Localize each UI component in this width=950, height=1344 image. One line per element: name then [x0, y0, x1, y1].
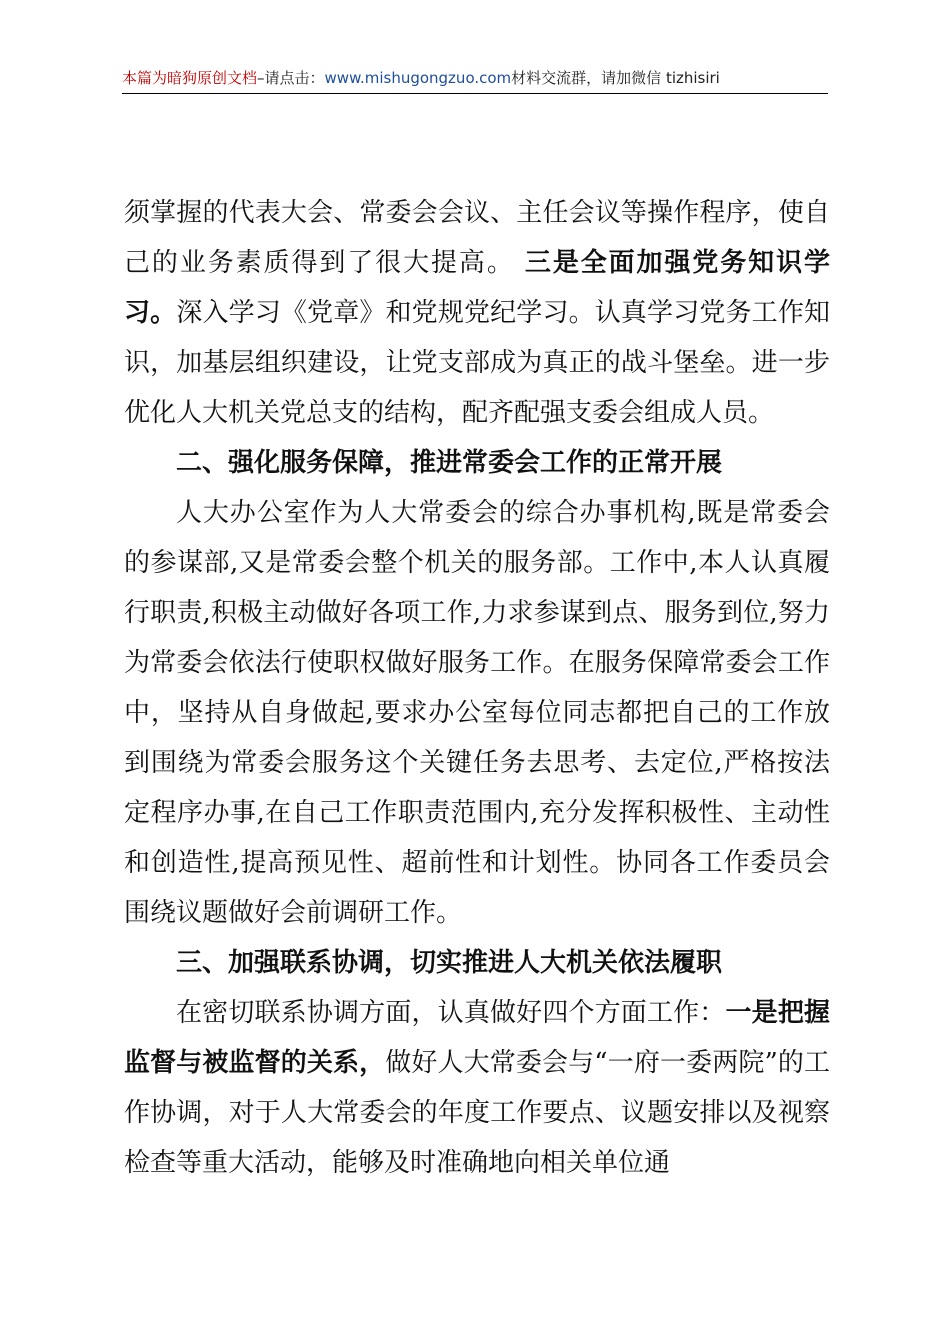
header-brand: 本篇为暗狗原创文档	[122, 69, 258, 87]
header-prompt: –请点击：	[257, 69, 325, 87]
paragraph-1-text-b: 深入学习《党章》和党规党纪学习。认真学习党务工作知识，加基层组织建设，让党支部成为真正的战斗堡垒。进一步优化人大机关党总支的结构，配齐配强支委会组成人员。	[124, 298, 830, 428]
header-url-link[interactable]: www.mishugongzuo.com	[324, 69, 512, 87]
paragraph-1-bold: 三是全面加强党务知识学习。	[124, 248, 830, 328]
paragraph-2: 人大办公室作为人大常委会的综合办事机构,既是常委会的参谋部,又是常委会整个机关的服务部。工作中,本人认真履行职责,积极主动做好各项工作,力求参谋到点、服务到位,努力为常委会依法行使职权做好服务工作。在服务保障常委会工作中，坚持从自身做起,要求办公室每位同志都把自己的工作放到围绕为常委会服务这个关键任务去思考、去定位,严格按法定程序办事,在自己工作职责范围内,充分发挥积极性、主动性和创造性,提高预见性、超前性和计划性。协同各工作委员会围绕议题做好会前调研工作。	[124, 498, 830, 928]
paragraph-3-bold: 一是把握监督与被监督的关系，	[124, 998, 830, 1078]
paragraph-3-text-a: 在密切联系协调方面，认真做好四个方面工作：	[176, 998, 726, 1028]
paragraph-1-text-a: 须掌握的代表大会、常委会会议、主任会议等操作程序，使自己的业务素质得到了很大提高。	[124, 198, 830, 278]
page-header	[122, 66, 828, 90]
document-body	[124, 188, 830, 1188]
header-note: 材料交流群，请加微信 tizhisiri	[511, 69, 720, 87]
header-divider	[122, 93, 828, 94]
paragraph-3	[124, 988, 830, 1188]
section-heading-2: 二、强化服务保障，推进常委会工作的正常开展	[176, 448, 723, 478]
paragraph-1	[124, 188, 830, 438]
section-heading-3: 三、加强联系协调，切实推进人大机关依法履职	[176, 948, 723, 978]
paragraph-3-text-b: 做好人大常委会与“一府一委两院”的工作协调，对于人大常委会的年度工作要点、议题安排以及视察检查等重大活动，能够及时准确地向相关单位通	[124, 1048, 830, 1178]
